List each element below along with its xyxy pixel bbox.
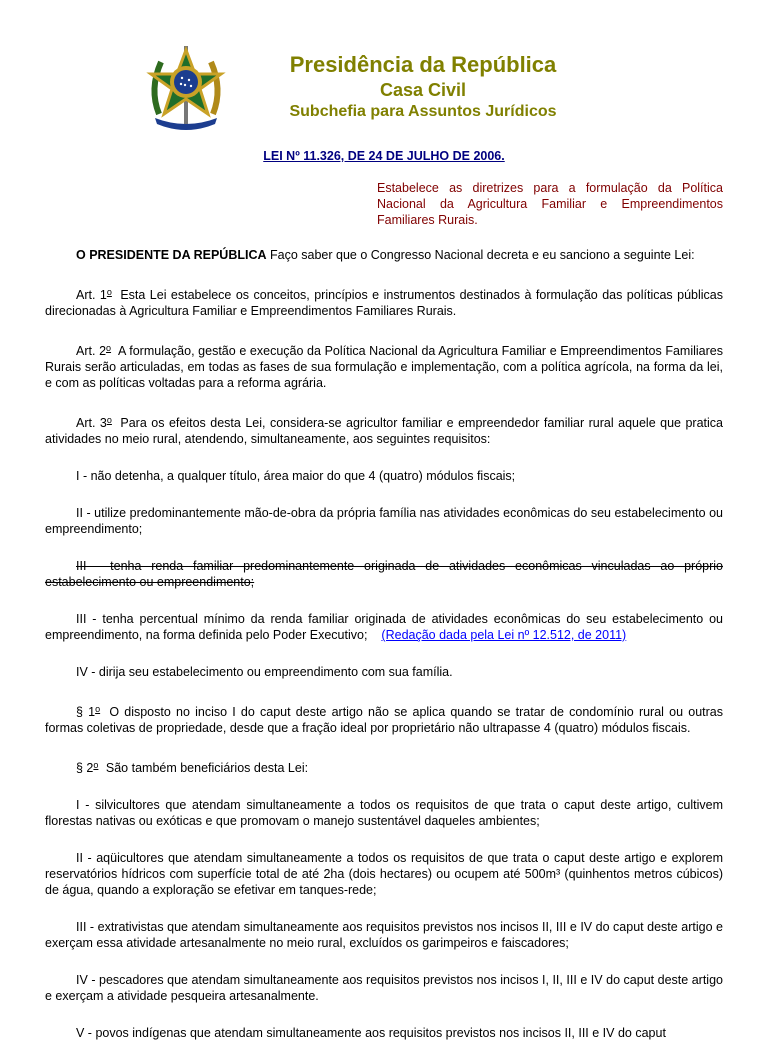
beneficiary-4: IV - pescadores que atendam simultaneamente aos requisitos previstos nos incisos I, II, III e IV do caput deste artigo e exerçam a atividade pesqueira artesanalmente. — [45, 973, 723, 1003]
ordinal-sup: o — [106, 415, 112, 425]
ordinal-sup: o — [106, 343, 112, 353]
paragraph-1 — [45, 701, 723, 736]
subdept-title: Subchefia para Assuntos Jurídicos — [289, 103, 557, 120]
paragraph-label: § 2 — [76, 761, 94, 775]
preamble-bold: O PRESIDENTE DA REPÚBLICA — [76, 248, 267, 262]
law-body — [45, 247, 723, 1062]
paragraph-label: § 1 — [76, 705, 96, 719]
article-text: Para os efeitos desta Lei, considera-se agricultor familiar e empreendedor familiar rural aquele que pratica atividades no meio rural, atendendo, simultaneamente, aos seguintes requisitos: — [45, 416, 723, 446]
beneficiary-5: V - povos indígenas que atendam simultaneamente aos requisitos previstos nos incisos II, III e IV do caput — [76, 1026, 666, 1040]
inciso-4: IV - dirija seu estabelecimento ou empreendimento com sua família. — [76, 665, 453, 679]
org-title: Presidência da República — [289, 52, 557, 77]
preamble-text: Faço saber que o Congresso Nacional decreta e eu sanciono a seguinte Lei: — [266, 248, 695, 262]
article-2 — [45, 340, 723, 391]
beneficiary-3: III - extrativistas que atendam simultaneamente aos requisitos previstos nos incisos II, III e IV do caput deste artigo e exerçam essa atividade artesanalmente no meio rural, excluídos os garimpeiros e faiscadores; — [45, 920, 723, 950]
ementa: Estabelece as diretrizes para a formulação da Política Nacional da Agricultura Familiar e Empreendimentos Familiares Rurais. — [377, 181, 723, 227]
inciso-3-revoked: III - tenha renda familiar predominantemente originada de atividades econômicas vinculadas ao próprio estabelecimento ou empreendimento; — [45, 559, 723, 589]
inciso-2: II - utilize predominantemente mão-de-obra da própria família nas atividades econômicas do seu estabelecimento ou empreendimento; — [45, 506, 723, 536]
law-title-link[interactable]: LEI Nº 11.326, DE 24 DE JULHO DE 2006. — [263, 149, 505, 163]
law-title[interactable] — [0, 149, 768, 163]
paragraph-text: São também beneficiários desta Lei: — [105, 761, 309, 775]
article-label: Art. 3 — [76, 416, 107, 430]
article-label: Art. 2 — [76, 344, 107, 358]
inciso-1: I - não detenha, a qualquer título, área maior do que 4 (quatro) módulos fiscais; — [76, 469, 516, 483]
beneficiary-1: I - silvicultores que atendam simultaneamente a todos os requisitos de que trata o caput deste artigo, cultivem florestas nativas ou exóticas e que promovam o manejo sustentável daqueles ambientes; — [45, 798, 723, 828]
ordinal-sup: o — [93, 760, 99, 770]
ordinal-sup: o — [95, 704, 101, 714]
amendment-link[interactable]: (Redação dada pela Lei nº 12.512, de 2011) — [381, 628, 627, 642]
article-text: A formulação, gestão e execução da Política Nacional da Agricultura Familiar e Empreendimentos Familiares Rurais serão articuladas, em todas as fases de sua formulação e implementação, com a política agrícola, na forma da lei, e com as políticas voltadas para a reforma agrária. — [45, 344, 723, 390]
article-text: Esta Lei estabelece os conceitos, princípios e instrumentos destinados à formulação das políticas públicas direcionadas à Agricultura Familiar e Empreendimentos Familiares Rurais. — [45, 288, 723, 318]
paragraph-2 — [45, 757, 723, 776]
article-1 — [45, 284, 723, 319]
ordinal-sup: o — [106, 287, 112, 297]
inciso-3 — [45, 611, 723, 643]
beneficiary-2: II - aqüicultores que atendam simultaneamente a todos os requisitos de que trata o caput deste artigo e explorem reservatórios hídricos com superfície total de até 2ha (dois hectares) ou ocupem até 500m³ (quinhentos metros cúbicos) de água, quando a exploração se efetivar em tanques-rede; — [45, 851, 723, 897]
dept-title: Casa Civil — [379, 80, 467, 100]
article-label: Art. 1 — [76, 288, 107, 302]
article-3 — [45, 412, 723, 447]
preamble — [45, 247, 723, 263]
paragraph-text: O disposto no inciso I do caput deste artigo não se aplica quando se tratar de condomínio rural ou outras formas coletivas de propriedade, desde que a fração ideal por proprietário não ultrapasse 4 (quatro) módulos fiscais. — [45, 705, 723, 735]
inciso-text: III - tenha percentual mínimo da renda familiar originada de atividades econômicas do seu estabelecimento ou empreendimento, na forma definida pelo Poder Executivo; — [45, 612, 723, 642]
page-header — [0, 40, 768, 140]
